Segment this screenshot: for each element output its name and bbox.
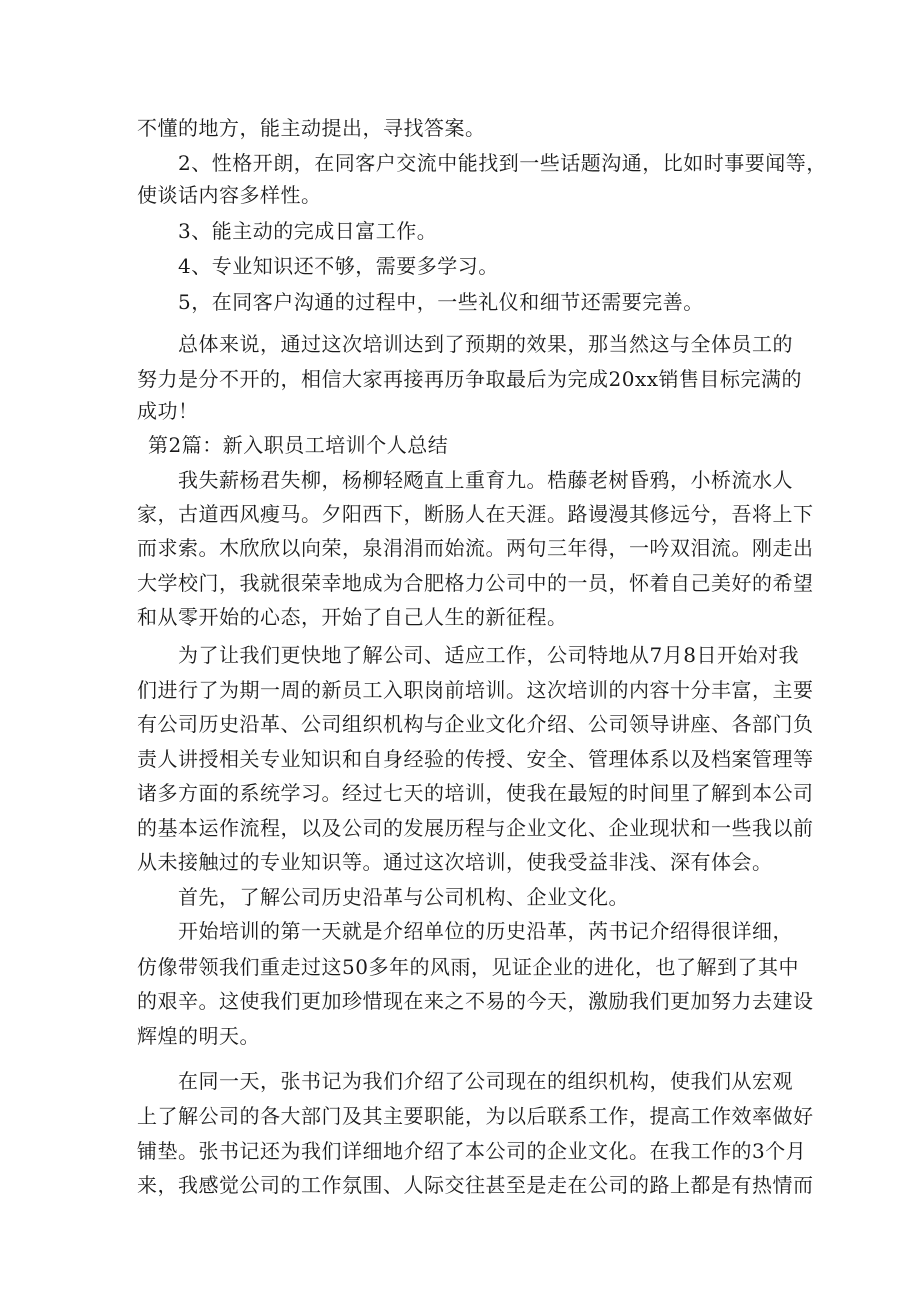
text-line: 责人讲授相关专业知识和自身经验的传授、安全、管理体系以及档案管理等 xyxy=(137,747,814,771)
text-line: 辉煌的明天。 xyxy=(137,1024,260,1048)
text-line: 的艰辛。这使我们更加珍惜现在来之不易的今天，激励我们更加努力去建设 xyxy=(137,989,814,1013)
text-line: 成功！ xyxy=(137,399,199,423)
text-line: 我失薪杨君失柳，杨柳轻飏直上重育九。梏藤老树昏鸦，小桥流水人 xyxy=(178,468,793,492)
text-line: 努力是分不开的，相信大家再接再历争取最后为完成20xx销售目标完满的 xyxy=(137,367,803,391)
section-title: 第2篇：新入职员工培训个人总结 xyxy=(148,433,449,457)
text-line: 首先，了解公司历史沿革与公司机构、企业文化。 xyxy=(178,885,629,909)
text-line: 在同一天，张书记为我们介绍了公司现在的组织机构，使我们从宏观 xyxy=(178,1069,793,1093)
text-line: 的基本运作流程，以及公司的发展历程与企业文化、企业现状和一些我以前 xyxy=(137,816,814,840)
text-line: 2、性格开朗，在同客户交流中能找到一些话题沟通，比如时事要闻等， xyxy=(178,151,827,175)
text-line: 使谈话内容多样性。 xyxy=(137,183,322,207)
text-line: 上了解公司的各大部门及其主要职能，为以后联系工作，提高工作效率做好 xyxy=(137,1104,814,1128)
text-line: 有公司历史沿革、公司组织机构与企业文化介绍、公司领导讲座、各部门负 xyxy=(137,712,814,736)
text-line: 家，古道西风瘦马。夕阳西下，断肠人在天涯。路谩漫其修远兮，吾将上下 xyxy=(137,502,814,526)
text-line: 大学校门，我就很荣幸地成为合肥格力公司中的一员，怀着自己美好的希望 xyxy=(137,571,814,595)
text-line: 和从零开始的心态，开始了自己人生的新征程。 xyxy=(137,605,568,629)
text-line: 不懂的地方，能主动提出，寻找答案。 xyxy=(137,116,486,140)
text-line: 诸多方面的系统学习。经过七天的培训，使我在最短的时间里了解到本公司 xyxy=(137,781,814,805)
text-line: 4、专业知识还不够，需要多学习。 xyxy=(178,254,499,278)
text-line: 而求索。木欣欣以向荣，泉涓涓而始流。两句三年得，一吟双泪流。刚走出 xyxy=(137,536,814,560)
text-line: 从未接触过的专业知识等。通过这次培训，使我受益非浅、深有体会。 xyxy=(137,850,773,874)
text-line: 铺垫。张书记还为我们详细地介绍了本公司的企业文化。在我工作的3个月 xyxy=(137,1139,807,1163)
text-line: 开始培训的第一天就是介绍单位的历史沿革，芮书记介绍得很详细， xyxy=(178,919,793,943)
text-line: 3、能主动的完成日富工作。 xyxy=(178,219,438,243)
text-line: 来，我感觉公司的工作氛围、人际交往甚至是走在公司的路上都是有热情而 xyxy=(137,1173,814,1197)
text-line: 仿像带领我们重走过这50多年的风雨，见证企业的进化，也了解到了其中 xyxy=(137,955,799,979)
text-line: 5，在同客户沟通的过程中，一些礼仪和细节还需要完善。 xyxy=(178,290,704,314)
text-line: 总体来说，通过这次培训达到了预期的效果，那当然这与全体员工的 xyxy=(178,332,793,356)
text-line: 为了让我们更快地了解公司、适应工作，公司特地从7月8日开始对我 xyxy=(178,643,799,667)
text-line: 们进行了为期一周的新员工入职岗前培训。这次培训的内容十分丰富，主要 xyxy=(137,678,814,702)
